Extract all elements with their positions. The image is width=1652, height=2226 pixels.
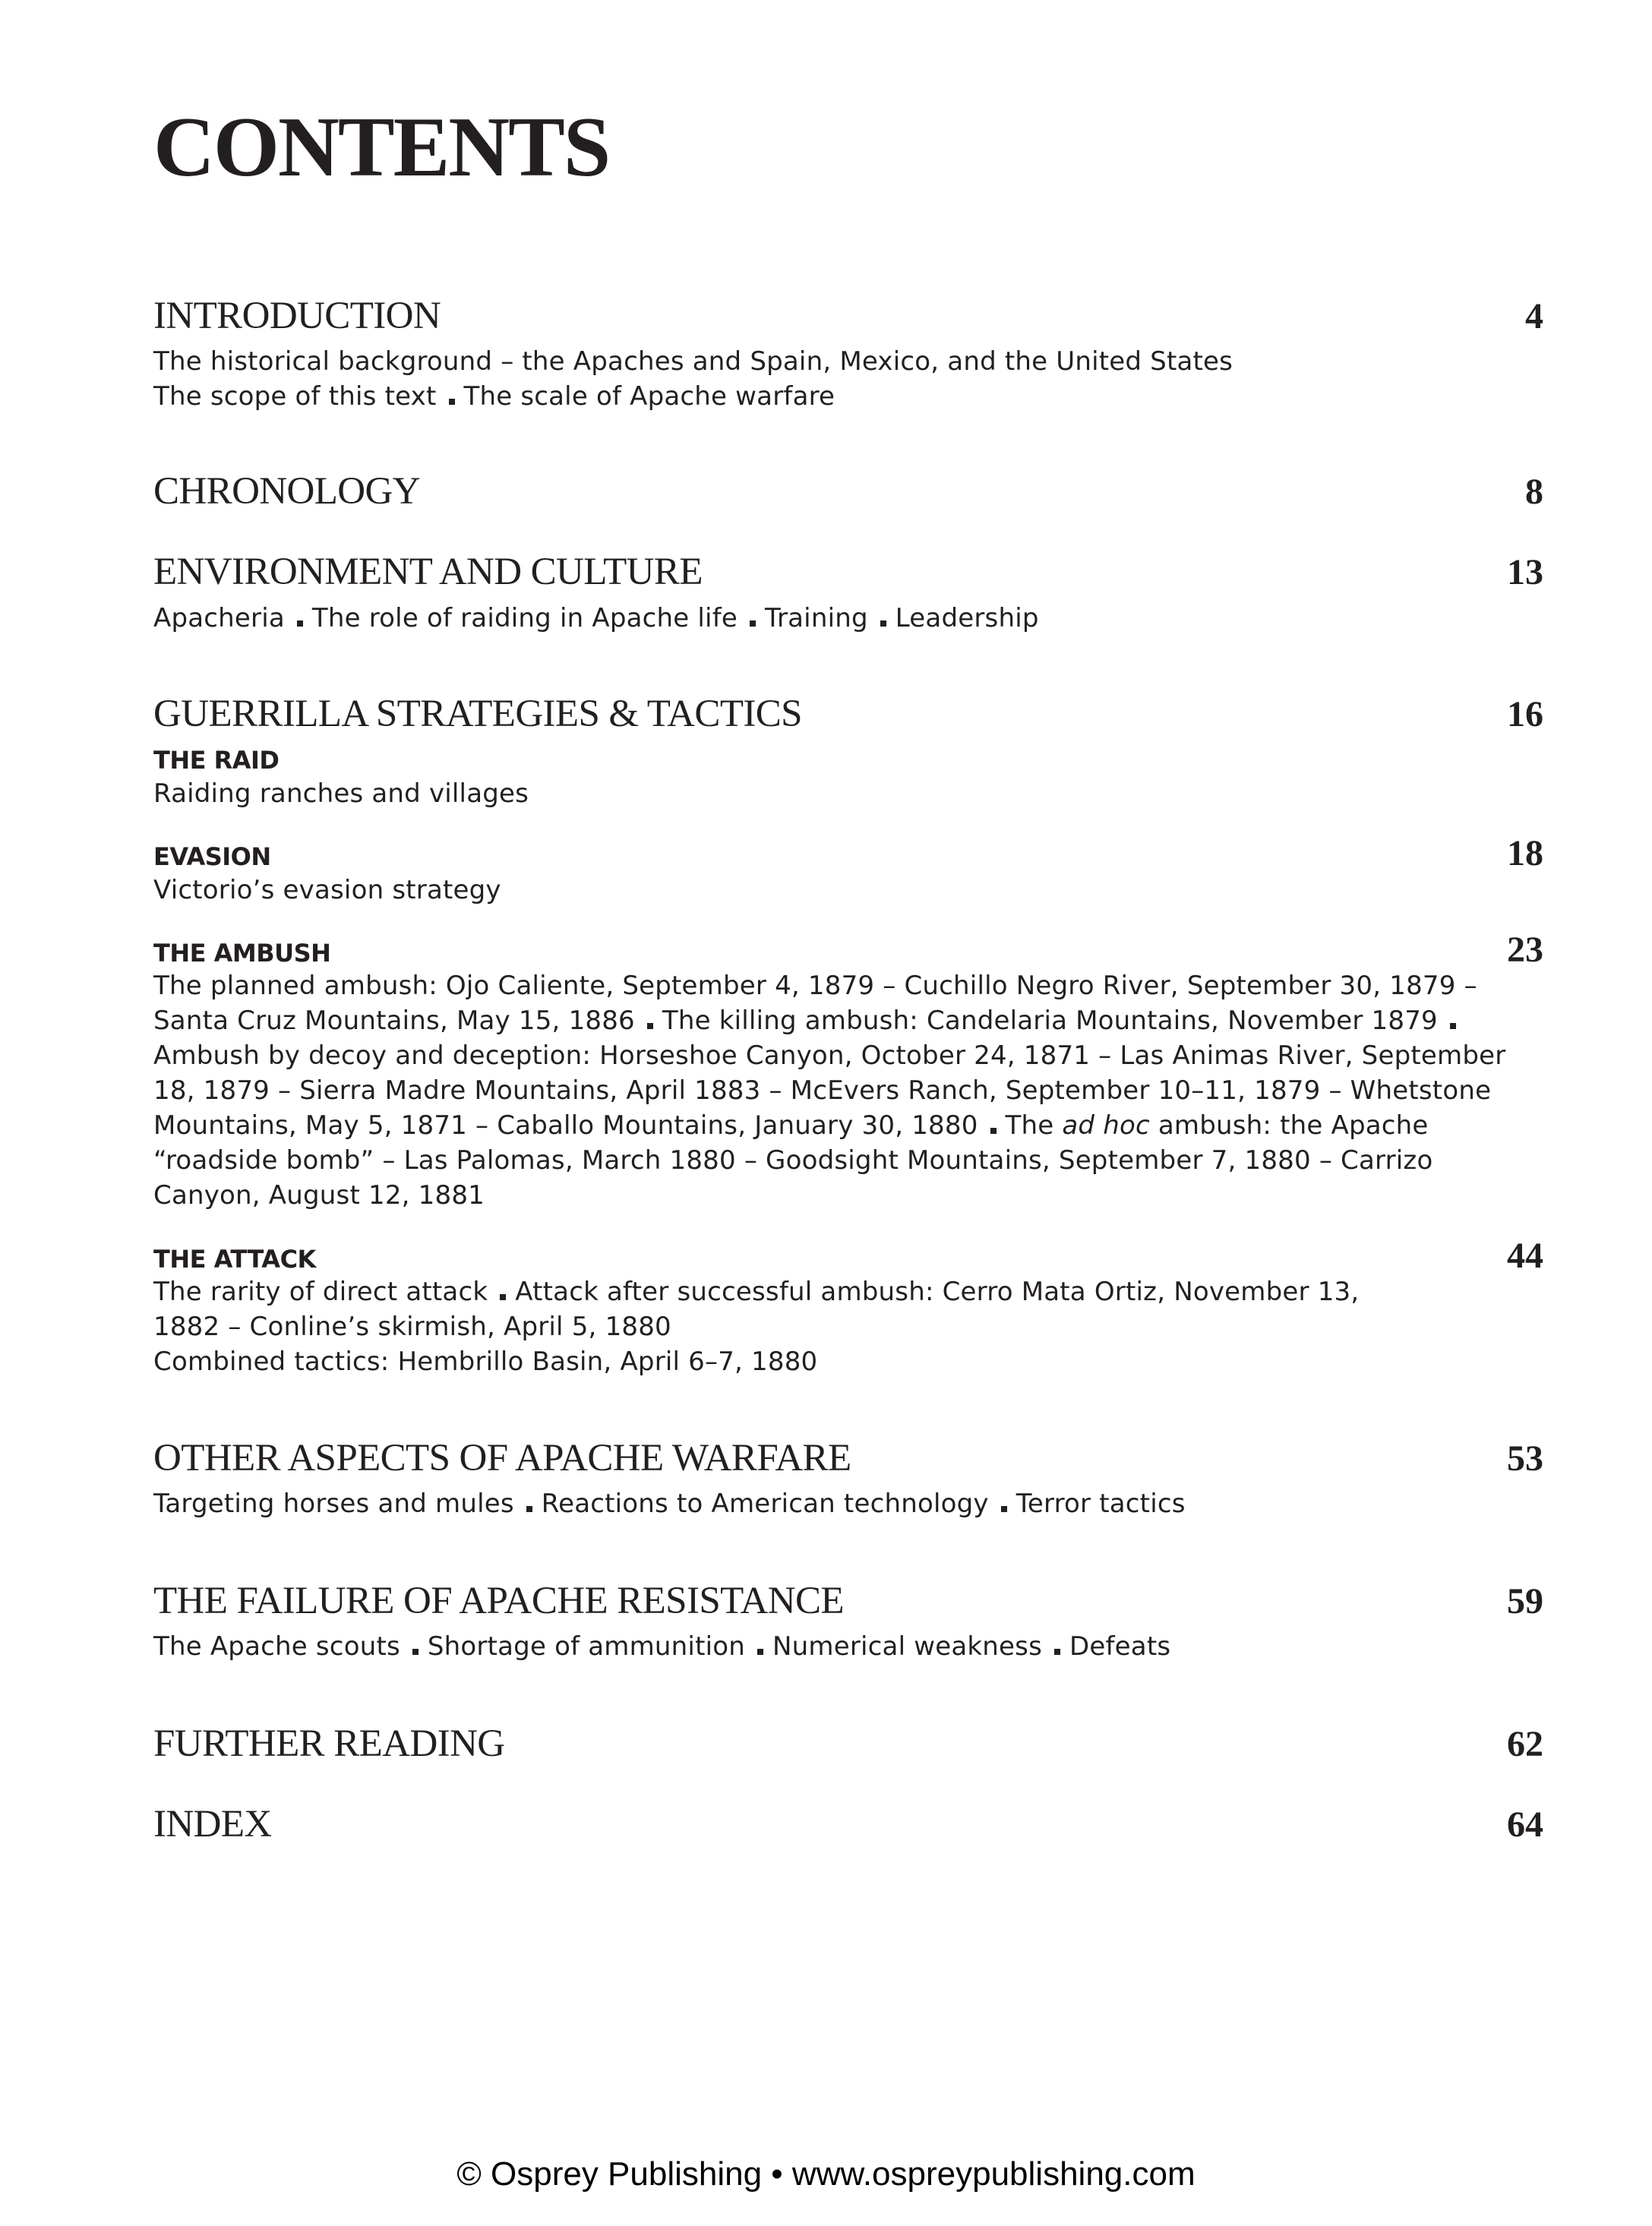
section-description <box>153 776 1521 811</box>
copyright-footer: © Osprey Publishing • www.ospreypublishing.com <box>456 2155 1196 2193</box>
section-heading: THE FAILURE OF APACHE RESISTANCE <box>153 1580 844 1622</box>
page-number: 64 <box>1507 1804 1543 1845</box>
section-description <box>153 873 1521 908</box>
page-number: 4 <box>1525 296 1543 336</box>
page-number: 44 <box>1507 1236 1543 1276</box>
bullet-separator-icon <box>526 1506 532 1512</box>
bullet-separator-icon <box>412 1649 419 1655</box>
toc-subentry-raid[interactable] <box>153 746 1543 775</box>
description-line: Targeting horses and mules Reactions to American technology Terror tactics <box>153 1489 1186 1519</box>
section-heading: GUERRILLA STRATEGIES & TACTICS <box>153 693 802 735</box>
toc-entry-other-aspects[interactable] <box>153 1439 1543 1478</box>
toc-subentry-ambush[interactable] <box>153 932 1543 968</box>
description-line: “roadside bomb” – Las Palomas, March 1880 – Goodsight Mountains, September 7, 1880 – Carrizo <box>153 1145 1433 1176</box>
section-heading: FURTHER READING <box>153 1722 505 1765</box>
toc-entry-environment[interactable] <box>153 553 1543 592</box>
section-heading: INTRODUCTION <box>153 295 441 337</box>
description-line: 1882 – Conline’s skirmish, April 5, 1880 <box>153 1312 671 1342</box>
description-line: The Apache scouts Shortage of ammunition Numerical weakness Defeats <box>153 1631 1171 1662</box>
page-number: 16 <box>1507 694 1543 734</box>
section-heading: INDEX <box>153 1803 272 1846</box>
description-line: The rarity of direct attack Attack after successful ambush: Cerro Mata Ortiz, November 13, <box>153 1277 1360 1307</box>
description-line: The historical background – the Apaches and Spain, Mexico, and the United States <box>153 346 1233 377</box>
toc-entry-introduction[interactable] <box>153 297 1543 336</box>
page-number: 53 <box>1507 1438 1543 1479</box>
section-heading: ENVIRONMENT AND CULTURE <box>153 551 703 593</box>
bullet-separator-icon <box>880 620 886 627</box>
subsection-heading: EVASION <box>153 842 271 871</box>
description-line: Santa Cruz Mountains, May 15, 1886 The killing ambush: Candelaria Mountains, November 1879 <box>153 1003 1521 1038</box>
page-number: 23 <box>1507 930 1543 970</box>
description-line: Victorio’s evasion strategy <box>153 875 501 905</box>
page-title: CONTENTS <box>153 100 610 194</box>
description-line: Apacheria The role of raiding in Apache life Training Leadership <box>153 603 1039 633</box>
description-line: Raiding ranches and villages <box>153 778 529 809</box>
bullet-separator-icon <box>990 1128 997 1134</box>
description-line: Ambush by decoy and deception: Horseshoe Canyon, October 24, 1871 – Las Animas River, September <box>153 1040 1506 1071</box>
description-line: Combined tactics: Hembrillo Basin, April 6–7, 1880 <box>153 1347 818 1377</box>
subsection-heading: THE RAID <box>153 746 280 775</box>
section-description <box>153 601 1521 636</box>
page-number: 59 <box>1507 1581 1543 1621</box>
bullet-separator-icon <box>647 1023 653 1029</box>
page-number: 18 <box>1507 833 1543 873</box>
section-heading: OTHER ASPECTS OF APACHE WARFARE <box>153 1437 851 1479</box>
bullet-separator-icon <box>500 1294 506 1300</box>
page-number: 13 <box>1507 552 1543 592</box>
section-description <box>153 1274 1521 1379</box>
description-line: The planned ambush: Ojo Caliente, September 4, 1879 – Cuchillo Negro River, September 30, 1879 – <box>153 971 1477 1001</box>
bullet-separator-icon <box>1001 1506 1007 1512</box>
bullet-separator-icon <box>757 1649 763 1655</box>
section-description <box>153 968 1521 1213</box>
bullet-separator-icon <box>449 399 455 405</box>
toc-entry-further-reading[interactable] <box>153 1722 1543 1765</box>
toc-subentry-attack[interactable] <box>153 1238 1543 1274</box>
toc-subentry-evasion[interactable] <box>153 835 1543 872</box>
description-line: The scope of this text The scale of Apache warfare <box>153 381 835 412</box>
bullet-separator-icon <box>1054 1649 1060 1655</box>
bullet-separator-icon <box>1450 1023 1456 1029</box>
subsection-heading: THE ATTACK <box>153 1245 316 1274</box>
toc-entry-guerrilla[interactable] <box>153 695 1543 734</box>
toc-entry-chronology[interactable] <box>153 472 1543 511</box>
section-description <box>153 1629 1521 1664</box>
description-line: Mountains, May 5, 1871 – Caballo Mountains, January 30, 1880 The ad hoc ambush: the Apache <box>153 1110 1429 1141</box>
toc-entry-failure[interactable] <box>153 1582 1543 1621</box>
section-description <box>153 344 1521 414</box>
description-line: Canyon, August 12, 1881 <box>153 1180 485 1211</box>
subsection-heading: THE AMBUSH <box>153 939 331 968</box>
toc-entry-index[interactable] <box>153 1805 1543 1844</box>
bullet-separator-icon <box>297 620 303 627</box>
bullet-separator-icon <box>750 620 756 627</box>
section-heading: CHRONOLOGY <box>153 470 421 513</box>
section-description <box>153 1486 1521 1521</box>
description-line: 18, 1879 – Sierra Madre Mountains, April 1883 – McEvers Ranch, September 10–11, 1879 – Whetstone <box>153 1075 1492 1106</box>
page-number: 62 <box>1507 1724 1543 1764</box>
page-number: 8 <box>1525 472 1543 512</box>
